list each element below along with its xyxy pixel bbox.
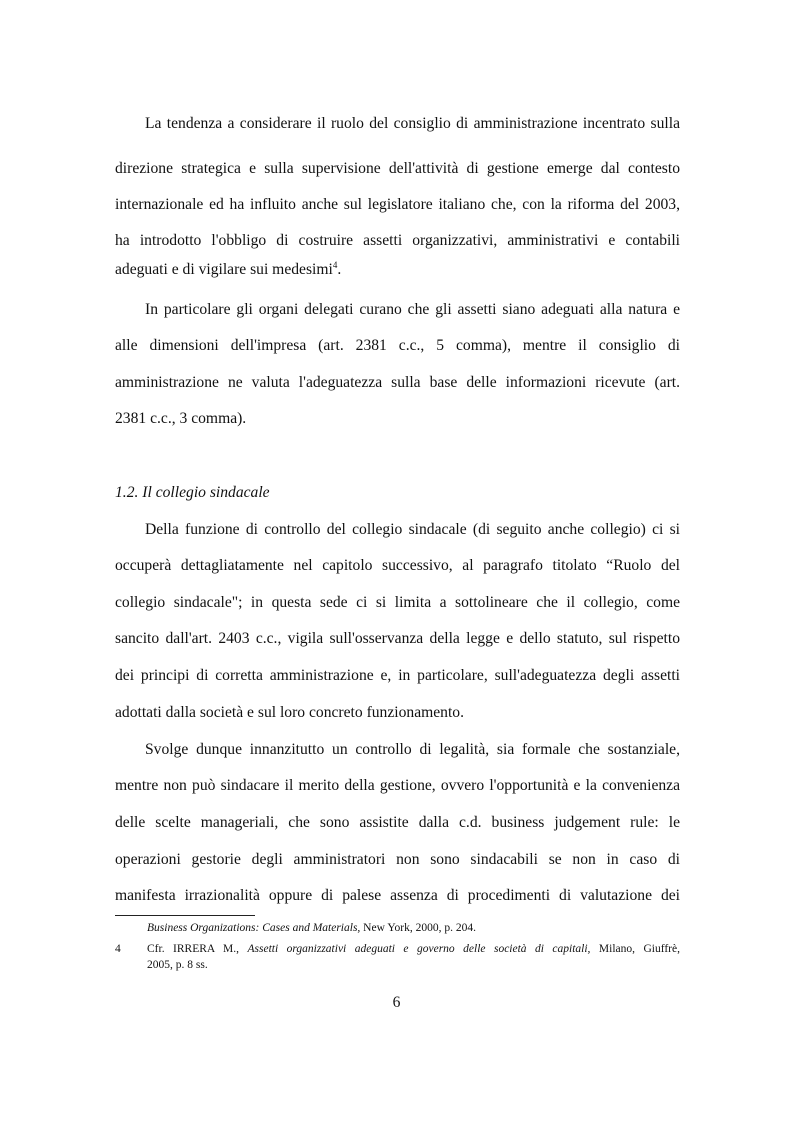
- paragraph-3-line-5: dei principi di corretta amministrazione e, in particolare, sull'adeguatezza degli assetti: [115, 667, 680, 684]
- footnote-continuation-rest: New York, 2000, p. 204.: [360, 922, 476, 934]
- paragraph-3-line-4: sancito dall'art. 2403 c.c., vigila sull'osservanza della legge e dello statuto, sul rispetto: [115, 630, 680, 647]
- footnote-4-number: 4: [115, 943, 121, 955]
- paragraph-1-line-2: direzione strategica e sulla supervisione dell'attività di gestione emerge dal contesto: [115, 160, 680, 177]
- paragraph-4-line-3: delle scelte manageriali, che sono assistite dalla c.d. business judgement rule: le: [115, 814, 680, 831]
- paragraph-1-line-3: internazionale ed ha influito anche sul legislatore italiano che, con la riforma del 2003,: [115, 196, 680, 213]
- footnote-4-text-b: Milano, Giuffrè,: [590, 943, 680, 955]
- footnote-4-line-2: 2005, p. 8 ss.: [147, 959, 208, 971]
- paragraph-4-line-2: mentre non può sindacare il merito della gestione, ovvero l'opportunità e la convenienza: [115, 777, 680, 794]
- paragraph-4-line-5: manifesta irrazionalità oppure di palese assenza di procedimenti di valutazione dei: [115, 887, 680, 904]
- footnote-continuation-italic: Business Organizations: Cases and Materials,: [147, 922, 361, 934]
- paragraph-1-line-5-end: .: [337, 261, 342, 278]
- paragraph-2-line-1: In particolare gli organi delegati curano che gli assetti siano adeguati alla natura e: [145, 301, 680, 318]
- footnote-separator: [115, 915, 255, 916]
- footnote-4-line-1: [147, 941, 680, 957]
- footnote-ref-4: 4: [332, 259, 338, 270]
- paragraph-3-line-3: collegio sindacale"; in questa sede ci si limita a sottolineare che il collegio, come: [115, 594, 680, 611]
- paragraph-3-line-6: adottati dalla società e sul loro concreto funzionamento.: [115, 704, 465, 721]
- paragraph-4-line-1: Svolge dunque innanzitutto un controllo di legalità, sia formale che sostanziale,: [145, 741, 680, 758]
- paragraph-3-line-2: occuperà dettagliatamente nel capitolo successivo, al paragrafo titolato “Ruolo del: [115, 557, 680, 574]
- paragraph-1-line-1: La tendenza a considerare il ruolo del consiglio di amministrazione incentrato sulla: [145, 115, 680, 132]
- page-number: 6: [392, 994, 401, 1011]
- paragraph-1-line-5-text: adeguati e di vigilare sui medesimi: [115, 261, 333, 278]
- paragraph-2-line-2: alle dimensioni dell'impresa (art. 2381 c.c., 5 comma), mentre il consiglio di: [115, 337, 680, 354]
- paragraph-1-line-4: ha introdotto l'obbligo di costruire assetti organizzativi, amministrativi e contabili: [115, 232, 680, 249]
- paragraph-2-line-3: amministrazione ne valuta l'adeguatezza sulla base delle informazioni ricevute (art.: [115, 374, 680, 391]
- paragraph-4-line-4: operazioni gestorie degli amministratori non sono sindacabili se non in caso di: [115, 851, 680, 868]
- paragraph-1-line-5: [115, 260, 680, 280]
- section-heading: 1.2. Il collegio sindacale: [115, 484, 270, 501]
- paragraph-2-line-4: 2381 c.c., 3 comma).: [115, 410, 247, 427]
- footnote-4-text-a: Cfr. IRRERA M.,: [147, 943, 248, 955]
- paragraph-3-line-1: Della funzione di controllo del collegio sindacale (di seguito anche collegio) ci si: [145, 521, 680, 538]
- footnote-4-italic: Assetti organizzativi adeguati e governo delle società di capitali,: [247, 943, 591, 955]
- footnote-continuation: [147, 920, 476, 936]
